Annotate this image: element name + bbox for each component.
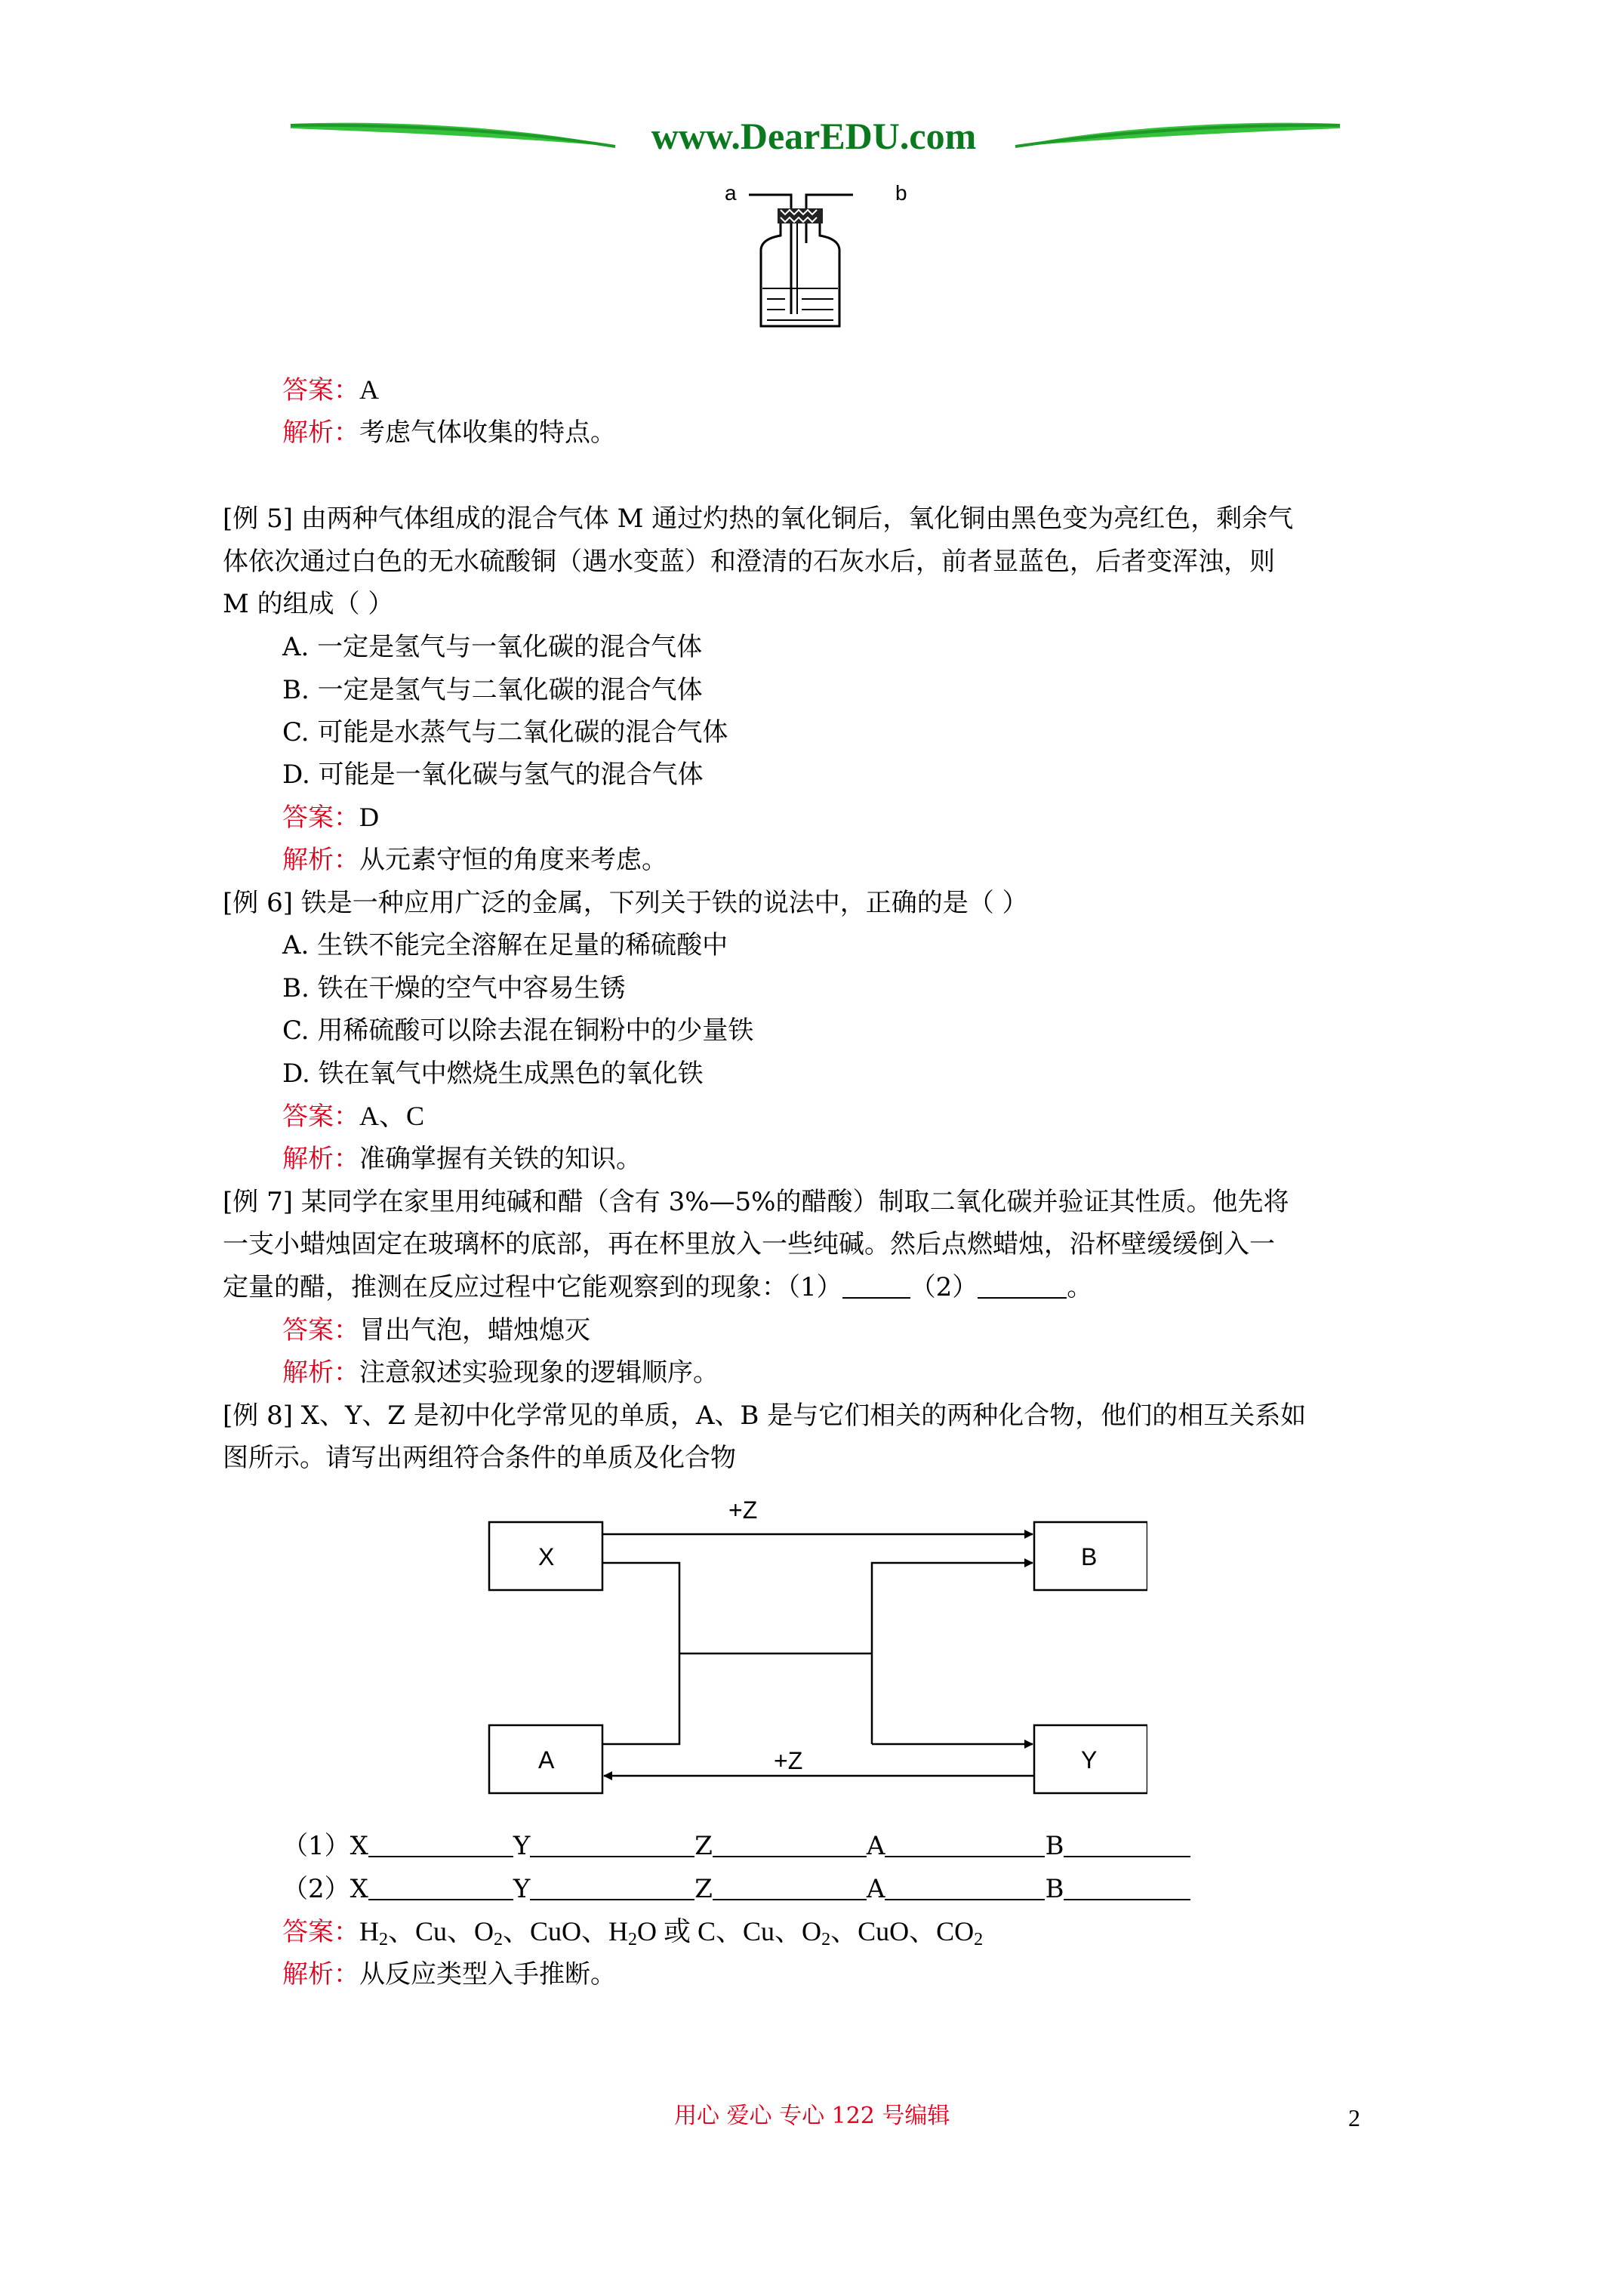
- blank-2[interactable]: [978, 1274, 1067, 1299]
- example8-answer-line: [282, 1915, 983, 1949]
- label-plus-z-top: +Z: [728, 1496, 758, 1524]
- example6-question: [例 6] 铁是一种应用广泛的金属，下列关于铁的说法中，正确的是（ ）: [223, 888, 1028, 918]
- letter-z: Z: [694, 1874, 713, 1904]
- blank-1[interactable]: [842, 1274, 910, 1299]
- answer-value: A: [359, 374, 379, 405]
- page-number: 2: [1348, 2104, 1360, 2131]
- example8-line-1: [例 8] X、Y、Z 是初中化学常见的单质，A、B 是与它们相关的两种化合物，他们的相互关系如: [223, 1401, 1307, 1431]
- label-a: a: [725, 181, 737, 205]
- fill-row-1: [282, 1829, 1190, 1863]
- example5-option-d: D. 可能是一氧化碳与氢气的混合气体: [282, 760, 704, 790]
- analysis-text: 从反应类型入手推断。: [359, 1959, 616, 1989]
- blank-x[interactable]: [368, 1876, 513, 1900]
- analysis-text: 注意叙述实验现象的逻辑顺序。: [359, 1358, 719, 1388]
- example5-line-1: [例 5] 由两种气体组成的混合气体 M 通过灼热的氧化铜后，氧化铜由黑色变为亮红色，剩余气: [223, 504, 1294, 534]
- analysis-label: 解析：: [282, 1959, 359, 1989]
- blank-x[interactable]: [368, 1833, 513, 1857]
- answer-label: 答案：: [282, 803, 359, 833]
- node-a: A: [538, 1746, 555, 1774]
- blank-y[interactable]: [530, 1833, 694, 1857]
- analysis-line-prev: [282, 416, 616, 449]
- gas-bottle-diagram: [717, 181, 906, 332]
- example7-line-2: 一支小蜡烛固定在玻璃杯的底部，再在杯里放入一些纯碱。然后点燃蜡烛，沿杯壁缓缓倒入一: [223, 1229, 1275, 1259]
- letter-y: Y: [513, 1874, 531, 1904]
- example6-option-d: D. 铁在氧气中燃烧生成黑色的氧化铁: [282, 1059, 704, 1089]
- example5-option-a: A. 一定是氢气与一氧化碳的混合气体: [282, 632, 703, 662]
- blank-z[interactable]: [713, 1876, 867, 1900]
- example5-answer-line: [282, 800, 379, 834]
- example7-answer-line: [282, 1314, 590, 1347]
- node-b: B: [1081, 1543, 1098, 1570]
- example7-line-1: [例 7] 某同学在家里用纯碱和醋（含有 3%—5%的醋酸）制取二氧化碳并验证其性质。他先将: [223, 1187, 1289, 1217]
- example6-answer-line: [282, 1099, 424, 1133]
- letter-b: B: [1045, 1831, 1064, 1861]
- analysis-label: 解析：: [282, 418, 359, 448]
- logo-text: www.DearEDU.com: [651, 115, 977, 157]
- blank-y[interactable]: [530, 1876, 694, 1900]
- blank-z[interactable]: [713, 1833, 867, 1857]
- letter-z: Z: [694, 1831, 713, 1861]
- letter-a: A: [866, 1874, 885, 1904]
- footer-text: 用心 爱心 专心 122 号编辑: [674, 2103, 950, 2129]
- node-x: X: [538, 1543, 555, 1570]
- label-plus-z-bottom: +Z: [774, 1747, 803, 1774]
- answer-label: 答案：: [282, 1315, 359, 1345]
- example6-option-b: B. 铁在干燥的空气中容易生锈: [282, 973, 626, 1003]
- blank-a[interactable]: [885, 1876, 1045, 1900]
- fill-row-prefix: （1）X: [282, 1831, 368, 1861]
- example7-line3-end: 。: [1067, 1272, 1093, 1302]
- analysis-text: 准确掌握有关铁的知识。: [359, 1144, 642, 1174]
- label-b: b: [895, 181, 907, 205]
- answer-value: D: [359, 802, 379, 832]
- answer-formula: $H_2$、Cu、$O_2$、CuO、$H_2O$ 或 C、Cu、$O_2$、CuO、$CO_2$: [359, 1916, 984, 1949]
- example5-analysis-line: [282, 843, 667, 877]
- example6-option-c: C. 用稀硫酸可以除去混在铜粉中的少量铁: [282, 1015, 754, 1046]
- letter-b: B: [1045, 1874, 1064, 1904]
- example5-line-3: M 的组成（ ）: [223, 589, 394, 619]
- answer-label: 答案：: [282, 1917, 359, 1947]
- fill-row-prefix: （2）X: [282, 1874, 368, 1904]
- answer-line-prev: [282, 373, 379, 407]
- blank-b[interactable]: [1064, 1876, 1190, 1900]
- fill-row-2: [282, 1872, 1190, 1906]
- answer-value: 冒出气泡，蜡烛熄灭: [359, 1315, 590, 1345]
- analysis-text: 考虑气体收集的特点。: [359, 418, 616, 448]
- analysis-text: 从元素守恒的角度来考虑。: [359, 845, 667, 875]
- example8-line-2: 图所示。请写出两组符合条件的单质及化合物: [223, 1443, 736, 1473]
- letter-y: Y: [513, 1831, 531, 1861]
- example7-line3-mid: （2）: [910, 1272, 978, 1302]
- analysis-label: 解析：: [282, 1144, 359, 1174]
- example7-line3-prefix: 定量的醋，推测在反应过程中它能观察到的现象：（1）: [223, 1272, 842, 1302]
- example5-option-b: B. 一定是氢气与二氧化碳的混合气体: [282, 675, 703, 705]
- answer-label: 答案：: [282, 375, 359, 405]
- example7-line-3: [223, 1271, 1092, 1304]
- example7-analysis-line: [282, 1356, 719, 1389]
- letter-a: A: [866, 1831, 885, 1861]
- example5-line-2: 体依次通过白色的无水硫酸铜（遇水变蓝）和澄清的石灰水后，前者显蓝色，后者变浑浊，则: [223, 547, 1275, 577]
- example5-option-c: C. 可能是水蒸气与二氧化碳的混合气体: [282, 717, 728, 747]
- blank-b[interactable]: [1064, 1833, 1190, 1857]
- example6-option-a: A. 生铁不能完全溶解在足量的稀硫酸中: [282, 930, 728, 960]
- blank-a[interactable]: [885, 1833, 1045, 1857]
- analysis-label: 解析：: [282, 1358, 359, 1388]
- relation-diagram-svg: [483, 1495, 1147, 1797]
- answer-label: 答案：: [282, 1102, 359, 1132]
- answer-value: A、C: [359, 1101, 425, 1131]
- example6-analysis-line: [282, 1142, 642, 1176]
- example8-analysis-line: [282, 1958, 616, 1991]
- analysis-label: 解析：: [282, 845, 359, 875]
- node-y: Y: [1081, 1746, 1098, 1774]
